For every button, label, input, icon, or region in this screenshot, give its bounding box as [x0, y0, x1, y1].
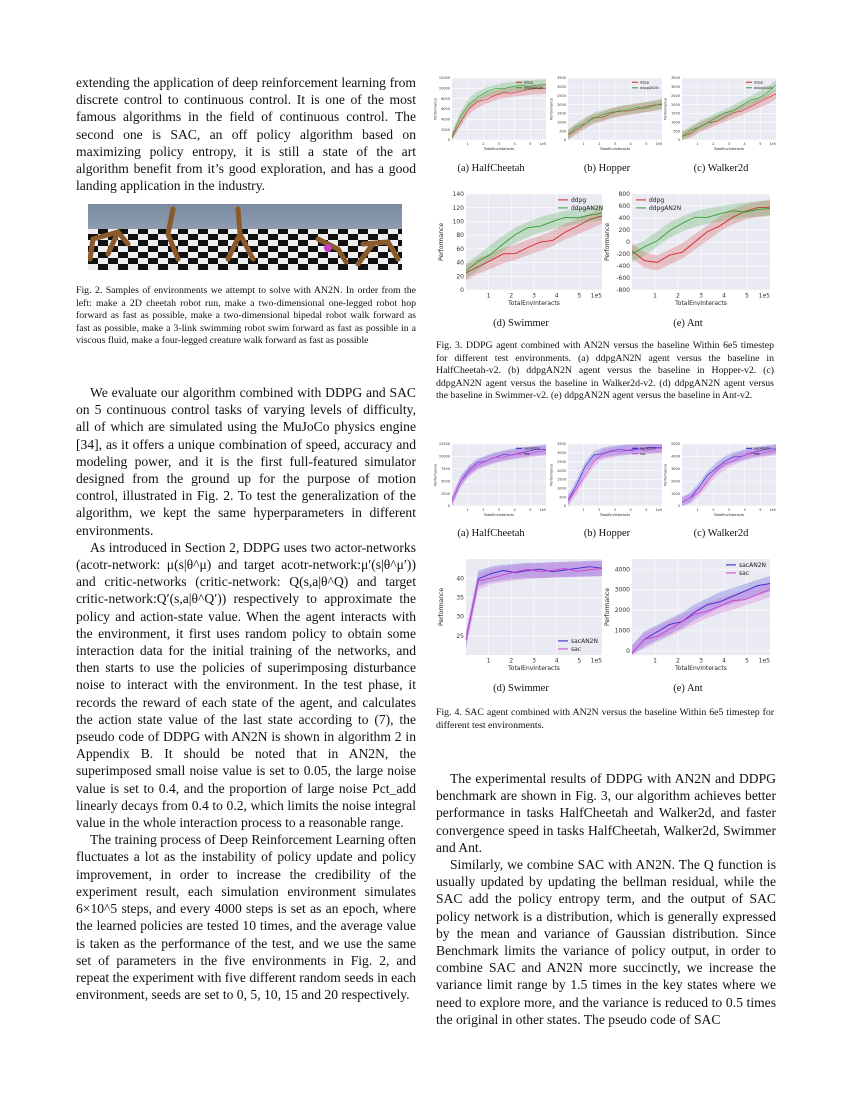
y-tick-label: 2500	[557, 93, 566, 98]
x-tick-label: 2	[712, 142, 715, 146]
y-axis-label: Performance	[438, 587, 445, 627]
legend-label-ddpgAN2N: ddpgAN2N	[754, 86, 773, 90]
y-tick-label: 25	[456, 632, 464, 640]
x-tick-label: 3	[727, 508, 731, 512]
y-tick-label: 1500	[671, 111, 680, 116]
right-para-2: Similarly, we combine SAC with AN2N. The Q function is usually updated by updating the bellman residual, while the SAC add the policy entropy term, and the output of SAC policy network is a distribution, which is generally expressed by the mean and variance of Gaussian distribution. Since Benchmark limits the variance of policy output, in order to combine SAC and AN2N more succinctly, we increase the variance limit range by 1.5 times in the key states where we need to explore more, and the variance is reduced to 0.5 times the original in other states. The pseudo code of SAC	[436, 857, 776, 1027]
left-para-1: extending the application of deep reinforcement learning from discrete control to continuous control. It is one of the most famous algorithms in the field of continuous control. The second one is SAC, an off policy algorithm based on maximizing policy entropy, it is still a state of the art algorithm benefit from it’s good exploration, and has a good landing application in the industry.	[76, 75, 416, 194]
x-axis-label: TotalEnvInteracts	[675, 665, 727, 672]
y-tick-label: 2000	[614, 607, 630, 615]
y-tick-label: 5000	[671, 442, 680, 447]
legend-label-sac: sac	[739, 570, 750, 577]
x-tick-label: 4	[722, 657, 726, 665]
x-tick-label: 2	[482, 142, 485, 146]
y-axis-label: Performance	[549, 463, 554, 487]
y-tick-label: 4000	[441, 117, 450, 122]
x-tick-label: 5	[745, 657, 749, 665]
right-para-1: The experimental results of DDPG with AN2N and DDPG benchmark are shown in Fig. 3, our algorithm achieves better performance in tasks HalfCheetah and Walker2d, and faster convergence speed in tasks HalfCheetah, Walker2d, Swimmer and Ant.	[436, 771, 776, 855]
fig3a-label: (a) HalfCheetah	[457, 163, 525, 174]
y-tick-label: 500	[559, 129, 566, 134]
y-tick-label: -800	[616, 287, 630, 295]
legend-label-sacAN2N: sacAN2N	[571, 638, 598, 645]
left-column	[76, 74, 416, 194]
y-tick-label: 1000	[671, 491, 680, 496]
fig3b-label: (b) Hopper	[583, 163, 631, 174]
x-tick-label: 2	[712, 508, 715, 512]
x-tick-label: 3	[532, 657, 536, 665]
x-tick-label: 2	[598, 508, 601, 512]
x-axis-label: TotalEnvInteracts	[599, 513, 631, 517]
y-tick-label: 0	[563, 138, 566, 143]
y-tick-label: 0	[447, 504, 450, 509]
x-scale-label: 1e5	[769, 142, 776, 146]
y-tick-label: 120	[452, 204, 464, 212]
legend-label-ddpg: ddpg	[571, 197, 587, 204]
x-tick-label: 1	[696, 142, 699, 146]
y-tick-label: -200	[616, 251, 630, 259]
y-tick-label: 40	[456, 259, 464, 267]
legend-label-ddpg: ddpg	[754, 80, 763, 85]
fig4d-chart	[436, 555, 606, 675]
x-tick-label: 2	[509, 292, 514, 300]
x-scale-label: 1e5	[769, 508, 776, 512]
x-axis-label: TotalEnvInteracts	[675, 300, 727, 307]
legend-label-ddpg: ddpg	[649, 197, 665, 204]
fig4-caption: Fig. 4. SAC agent combined with AN2N versus the baseline Within 6e5 timestep for different test environments.	[436, 707, 774, 731]
y-tick-label: 10000	[438, 86, 450, 91]
environments-image	[88, 204, 402, 270]
y-tick-label: 2000	[557, 468, 566, 473]
x-tick-label: 3	[497, 142, 501, 146]
y-axis-label: Performance	[433, 463, 438, 487]
x-tick-label: 4	[743, 142, 746, 146]
y-tick-label: 1000	[671, 120, 680, 125]
y-tick-label: 7500	[441, 467, 450, 472]
fig3d-label: (d) Swimmer	[493, 318, 549, 329]
y-tick-label: 2000	[557, 102, 566, 107]
y-tick-label: 2000	[671, 102, 680, 107]
x-tick-label: 4	[554, 292, 559, 300]
legend-label-sac: sac	[640, 452, 646, 456]
x-tick-label: 5	[529, 508, 532, 512]
x-tick-label: 4	[554, 657, 559, 665]
fig4a-chart	[432, 440, 550, 520]
x-tick-label: 2	[676, 657, 680, 665]
x-tick-label: 1	[486, 292, 491, 300]
x-tick-label: 2	[482, 508, 485, 512]
legend-label-sacAN2N: sacAN2N	[524, 446, 540, 451]
x-tick-label: 4	[629, 142, 632, 146]
y-tick-label: 35	[456, 594, 464, 602]
x-tick-label: 2	[676, 292, 680, 300]
y-axis-label: Performance	[549, 97, 554, 121]
fig3e-chart	[602, 190, 774, 310]
y-tick-label: 0	[677, 504, 680, 509]
y-tick-label: 8000	[441, 96, 450, 101]
y-tick-label: 3500	[671, 76, 680, 81]
y-tick-label: 3000	[671, 467, 680, 472]
y-axis-label: Performance	[433, 97, 438, 121]
y-axis-label: Performance	[604, 587, 611, 627]
y-tick-label: 40	[456, 575, 464, 583]
legend-label-sac: sac	[571, 646, 582, 653]
x-tick-label: 1	[653, 292, 657, 300]
y-tick-label: 2500	[557, 459, 566, 464]
x-tick-label: 1	[582, 142, 585, 146]
legend-label-sacAN2N: sacAN2N	[739, 562, 766, 569]
y-tick-label: 4000	[614, 566, 630, 574]
fig3b-chart	[548, 74, 666, 154]
x-tick-label: 2	[598, 142, 601, 146]
x-axis-label: TotalEnvInteracts	[508, 300, 560, 307]
y-tick-label: 400	[618, 215, 630, 223]
legend-label-ddpgAN2N: ddpgAN2N	[571, 205, 604, 212]
y-tick-label: 200	[618, 227, 630, 235]
fig4b-label: (b) Hopper	[583, 528, 631, 539]
y-tick-label: 0	[460, 287, 464, 295]
y-tick-label: 2500	[671, 93, 680, 98]
y-axis-label: Performance	[663, 97, 668, 121]
y-axis-label: Performance	[438, 222, 445, 262]
x-axis-label: TotalEnvInteracts	[599, 147, 631, 151]
x-tick-label: 4	[629, 508, 632, 512]
y-tick-label: 30	[456, 613, 464, 621]
y-tick-label: 0	[626, 239, 630, 247]
y-tick-label: 2000	[671, 479, 680, 484]
y-tick-label: 3500	[557, 442, 566, 447]
y-tick-label: 12500	[438, 442, 450, 447]
fig4e-label: (e) Ant	[673, 683, 703, 694]
x-tick-label: 3	[727, 142, 731, 146]
x-tick-label: 3	[497, 508, 501, 512]
fig3e-label: (e) Ant	[673, 318, 703, 329]
y-tick-label: 4000	[671, 454, 680, 459]
y-tick-label: 3000	[614, 586, 630, 594]
x-tick-label: 4	[722, 292, 726, 300]
legend-label-ddpgAN2N: ddpgAN2N	[524, 86, 543, 90]
x-axis-label: TotalEnvInteracts	[713, 147, 745, 151]
x-tick-label: 5	[645, 508, 648, 512]
y-tick-label: 1500	[557, 477, 566, 482]
right-body	[436, 770, 776, 1028]
x-tick-label: 1	[466, 508, 469, 512]
left-para-2: We evaluate our algorithm combined with DDPG and SAC on 5 continuous control tasks of varying levels of difficulty, all of which are simulated using the MuJoCo physics engine [34], as it offers a unique combination of speed, accuracy and modeling power, and it is the first full-featured simulator designed from the ground up for the purpose of motion control, illustrated in Fig. 2. To test the generalization of the algorithm, we kept the same hyperparameters in different environments.	[76, 385, 416, 538]
fig4b-chart	[548, 440, 666, 520]
x-tick-label: 4	[513, 508, 516, 512]
fig3a-chart	[432, 74, 550, 154]
x-tick-label: 3	[532, 292, 536, 300]
y-tick-label: 100	[452, 218, 464, 226]
legend-label-ddpg: ddpg	[524, 80, 533, 85]
y-tick-label: 5000	[441, 479, 450, 484]
y-tick-label: 500	[559, 495, 566, 500]
x-scale-label: 1e5	[758, 657, 770, 665]
left-body	[76, 384, 416, 1003]
x-scale-label: 1e5	[590, 292, 602, 300]
y-axis-label: Performance	[663, 463, 668, 487]
fig3-caption: Fig. 3. DDPG agent combined with AN2N versus the baseline Within 6e5 timestep for different test environments. (a) ddpgAN2N agent versus the baseline in HalfCheetah-v2. (b) ddpgAN2N agent versus the baseline in Hopper-v2. (c) ddpgAN2N agent versus the baseline in Walker2d-v2. (d) ddpgAN2N agent versus the baseline in Swimmer-v2. (e) ddpgAN2N agent versus the baseline in Ant-v2.	[436, 340, 774, 402]
y-tick-label: 1000	[557, 486, 566, 491]
y-tick-label: 600	[618, 203, 630, 211]
x-tick-label: 1	[486, 657, 491, 665]
left-para-3: As introduced in Section 2, DDPG uses two actor-networks (acotr-network: μ(s|θ^μ) and target acotr-network:μ′(s|θ^μ′)) and critic-networks (critic-network: Q(s,a|θ^Q) and target critic-network:Q′(s,a|θ^Q′)) respectively to approximate the policy and action-state value. When the agent interacts with the environment, it first uses random policy to obtain some interaction data for the initial training of the networks, and then starts to use the policies of superimposing disturbance noise to interact with the environment. In the test phase, it records the reward of each state of the agent, and calculates the action state value of the last state according to (7), the pseudo code of DDPG with AN2N is shown in algorithm 2 in Appendix B. It should be noted that in AN2N, the superimposed small noise value is set to 0.05, the large noise value is set to 0.4, and the proportion of large noise Pct_add linearly decays from 0.4 to 0.2, which limits the noise integral value in the whole interaction process to a reasonable range.	[76, 539, 416, 831]
y-tick-label: 6000	[441, 107, 450, 112]
x-tick-label: 5	[745, 292, 749, 300]
x-tick-label: 1	[582, 508, 585, 512]
fig4a-label: (a) HalfCheetah	[457, 528, 525, 539]
legend-label-ddpgAN2N: ddpgAN2N	[649, 205, 682, 212]
x-axis-label: TotalEnvInteracts	[508, 665, 560, 672]
y-tick-label: 140	[452, 191, 464, 199]
x-axis-label: TotalEnvInteracts	[483, 513, 515, 517]
x-scale-label: 1e5	[539, 508, 546, 512]
x-tick-label: 5	[577, 292, 582, 300]
legend-label-sac: sac	[754, 452, 760, 456]
x-tick-label: 3	[613, 508, 617, 512]
fig4e-chart	[602, 555, 774, 675]
y-tick-label: 10000	[438, 454, 450, 459]
x-tick-label: 5	[577, 657, 582, 665]
y-tick-label: 1500	[557, 111, 566, 116]
y-tick-label: 2500	[441, 491, 450, 496]
y-tick-label: 0	[677, 138, 680, 143]
x-scale-label: 1e5	[539, 142, 546, 146]
legend-label-ddpg: ddpg	[640, 80, 649, 85]
y-tick-label: 0	[447, 138, 450, 143]
x-scale-label: 1e5	[758, 292, 770, 300]
left-para-4: The training process of Deep Reinforcement Learning often fluctuates a lot as the instability of policy update and policy improvement, in order to increase the credibility of the experiment result, each simulation environment simulates 6×10^5 steps, and every 4000 steps is set as an epoch, where the learned policies are tested 10 times, and the average value is taken as the performance of the test, and we use the same set of parameters in the five environments in Fig. 2, and repeat the experiment with five different random seeds in each environment, seeds are set to 0, 5, 10, 15 and 20 respectively.	[76, 832, 416, 1003]
x-tick-label: 1	[696, 508, 699, 512]
y-tick-label: 800	[618, 191, 630, 199]
fig4c-chart	[662, 440, 780, 520]
y-tick-label: -400	[616, 263, 630, 271]
y-tick-label: 3000	[671, 85, 680, 90]
x-tick-label: 1	[653, 657, 657, 665]
x-tick-label: 4	[743, 508, 746, 512]
x-tick-label: 5	[645, 142, 648, 146]
x-scale-label: 1e5	[655, 142, 662, 146]
legend-label-sacAN2N: sacAN2N	[640, 446, 656, 451]
y-tick-label: 3500	[557, 76, 566, 81]
x-tick-label: 1	[466, 142, 469, 146]
y-tick-label: 500	[673, 129, 680, 134]
y-tick-label: 1000	[614, 627, 630, 635]
y-tick-label: 1000	[557, 120, 566, 125]
legend-label-sacAN2N: sacAN2N	[754, 446, 770, 451]
x-tick-label: 5	[759, 142, 762, 146]
fig4c-label: (c) Walker2d	[693, 528, 749, 539]
legend-label-ddpgAN2N: ddpgAN2N	[640, 86, 659, 90]
fig3d-chart	[436, 190, 606, 310]
fig3c-label: (c) Walker2d	[693, 163, 749, 174]
fig3c-chart	[662, 74, 780, 154]
y-axis-label: Performance	[604, 222, 611, 262]
y-tick-label: 2000	[441, 127, 450, 132]
y-tick-label: 80	[456, 232, 464, 240]
fig2-caption: Fig. 2. Samples of environments we attempt to solve with AN2N. In order from the left: make a 2D cheetah robot run, make a two-dimensional one-legged robot hop forward as fast as possible, make a two-dimensional bipedal robot walk forward as fast as possible, make a 3-link swimming robot swim forward as fast as possible in a viscous fluid, make a four-legged creature walk forward as fast as possible	[76, 285, 416, 347]
y-tick-label: 3000	[557, 85, 566, 90]
x-tick-label: 4	[513, 142, 516, 146]
x-axis-label: TotalEnvInteracts	[713, 513, 745, 517]
y-tick-label: 60	[456, 245, 464, 253]
y-tick-label: 0	[626, 648, 630, 656]
x-tick-label: 5	[529, 142, 532, 146]
x-tick-label: 3	[699, 657, 703, 665]
y-tick-label: 0	[563, 504, 566, 509]
y-tick-label: -600	[616, 275, 630, 283]
y-tick-label: 3000	[557, 451, 566, 456]
fig4d-label: (d) Swimmer	[493, 683, 549, 694]
x-scale-label: 1e5	[590, 657, 602, 665]
x-tick-label: 5	[759, 508, 762, 512]
y-tick-label: 20	[456, 273, 464, 281]
x-scale-label: 1e5	[655, 508, 662, 512]
x-axis-label: TotalEnvInteracts	[483, 147, 515, 151]
x-tick-label: 3	[613, 142, 617, 146]
legend-label-sac: sac	[524, 452, 530, 456]
x-tick-label: 2	[509, 657, 514, 665]
x-tick-label: 3	[699, 292, 703, 300]
y-tick-label: 12000	[438, 76, 450, 81]
